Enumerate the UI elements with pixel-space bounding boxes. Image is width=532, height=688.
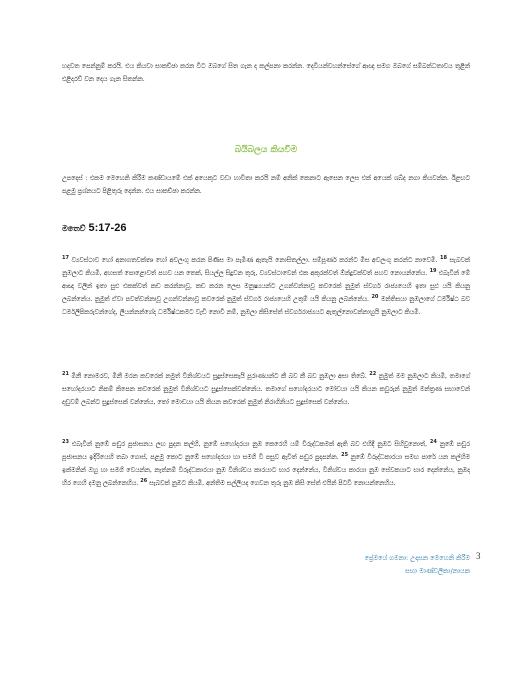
scripture-chapter-verse: 5:17-26 [88,222,127,234]
section-heading: බයිබලය කියවීම [234,145,298,155]
instruction-paragraph: උපදෙස් : එකම මෙහෙනි කිරීම කණ්ඩායමේ එක් අයෙකුට වඩා හාවිතා කරයි නම් අනික් කෙනාට ඇසෙන ලෙස එක් අයෙක් ශබ්ද නගා කියවන්න. ඊළඟට පළමු ප්‍රශ්නයට පිළිතුරු දෙන්න. එය සාකච්ඡා කරන්න. [62,175,470,195]
verse-text: මිනී නොමරව, මිනී මරන කවරෙක් නමුත් විනිශ්චයට සුදුස්සෙකැයි පූරාණයන්ට කී බව කී බව නුඹලා අසා තිබේ. [71,373,367,380]
verse-text: සැබවක් නුඹට කියමි, අන්තිම සල්ලියද ගෙවන තුරු නුඹ කිසි සේත් එයින් පිටවී නොයන්නෙහිය. [149,480,396,487]
verse-number: 23 [62,438,69,445]
footer-title: ප්‍රේමයේ ගමනා: උදාසන මෙහෙනි කිරීම [364,554,470,562]
verse-text: මන්තිසයා නුඹලාගේ ධර්මිෂ්ඨ බව ධර්මලිපිකරුවන්ගේද, ලියන්නන්ගේද ධර්මිෂ්ඨකමට වැඩි නොවී නම්, නුඹලා කිසිසේත් ස්වර්ගරාජ්‍යයට ඇතුල්නොවන්නාහුයි නුඹලාට කියමි. [62,296,470,316]
verse-number: 18 [440,254,447,261]
verse-paragraph [62,370,470,409]
scripture-book: මතෙව් [62,224,86,233]
verse-number: 17 [62,254,69,261]
verse-text: නුඹේ පඬුර පූජාසනය ඉදිරියෙහි තබා ගොස්, පළමු කොට නුඹේ සහෝදරයා හා සමගි වී පසුව ඇවිත් පඬුර පුදාපන්න. [62,441,470,461]
verse-paragraph [62,254,470,319]
verse-number: 25 [341,451,349,458]
verse-number: 24 [429,438,437,445]
verse-number: 26 [140,477,148,484]
verse-text: සැබවක් නුඹලාට කියමි, අහසත් පොළොවත් පහව යන තෙක්, සියල්ල සිදුවන තුරු, ව්‍යවස්ථාවෙන් එක අකුරක්වත් ඕන්දුවක්වත් පහව නොයන්නේය. [62,257,470,277]
intro-paragraph: හදවත පෙන්නුම් කරයි. එය කියවා සාකච්ඡා කරන විට ඔබගේ සිත ගැන ද කල්පනා කරන්න. දෙවියන්වහන්සේගේ ආඥා සමග ඔබගේ සම්බන්ධතාවය තුළින් එළිදරව් වන දෙය ගැන සිතන්න. [62,63,470,83]
page-footer [300,552,470,578]
verse-text: නුඹේ විරුද්ධකාරයා සමඟ පාරේ යන කල්හිම ඉක්මනින් ඔහු හා සමගි වෙයන්න, නැත්නම් විරුද්ධකාරයා නුඹ විනිශ්චය කාරයාට භාර දෙන්නේය, විනිශ්චය කාරයා නුඹ සේවකයාට භාර දෙන්නේය, නුඹද හිර ගෙහි දමනු ලබන්නෙහිය. [62,454,470,487]
verse-number: 19 [429,267,437,274]
verse-text: නුමුත් මම නුඹලාට කියමි, තමාගේ සහෝදරයාට නිකම් කිපෙන කවරෙක් නුමුත් විනිශ්චයට සුදුස්සෙක්වන්නේය. තමාගේ සහෝදරයාට මෝඩයා යයි කියන කවුරුන් නුමුත් මන්ත්‍රණ සභාවෙන් දඬුවම් ලබන්ට සුදුස්සෙක් වන්නේය, තෝ මොඩයා යයි කියන කවරෙක් නුමුත් නිරාගිනියට සුදුස්සෙක් වන්නේය. [62,373,470,406]
verse-text: එබැවින් නුඹේ පඬුර පූජාසනය ලඟ පුදන කල්හි, නුඹේ සහෝදරයා නුඹ කෙරෙහි යම් විරුද්ධකමක් ඇති බව එහිදී නුඹට සිහිවුනොත්, [71,441,427,448]
page-number: 3 [476,551,481,561]
verse-paragraph [62,438,470,490]
scripture-reference [62,222,126,234]
verse-number: 20 [371,293,379,300]
verse-number: 21 [62,370,69,377]
verse-text: ව්‍යවස්ථාව හෝ අනාගතවක්තෘ හෝ අවලංගු කරන පිණිස මා පැමිණ ඇතැයි නොසිතල්ලා. සම්පූර්ණ කරන්ට මිස අවලංගු කරන්ට නාවෙමි. [71,257,438,264]
verse-text: එබැවින් මේ ආඥා වලින් ඉතා සුළු එකක්වත් කඩ කරන්නාවූ, කඩ කරන ලෙස මනුෂ්‍යයන්ට උගන්වන්නාවූ කවරෙක් නුමුත් ස්වර්ග රාජ්‍යයෙහි ඉතා සුළු යයි කියනු ලබන්නේය. නුමුත් ඒවා පවත්වන්නාවූ උගන්වන්නාවූ කවරෙක් නුමුත් ස්වර්ග රාජ්‍යයෙහි උතුම් යයි කියනු ලබන්නේය. [62,270,470,303]
verse-number: 22 [369,370,377,377]
footer-subtitle: සභා මාණ්ඩලිකා/නායක [405,567,470,575]
